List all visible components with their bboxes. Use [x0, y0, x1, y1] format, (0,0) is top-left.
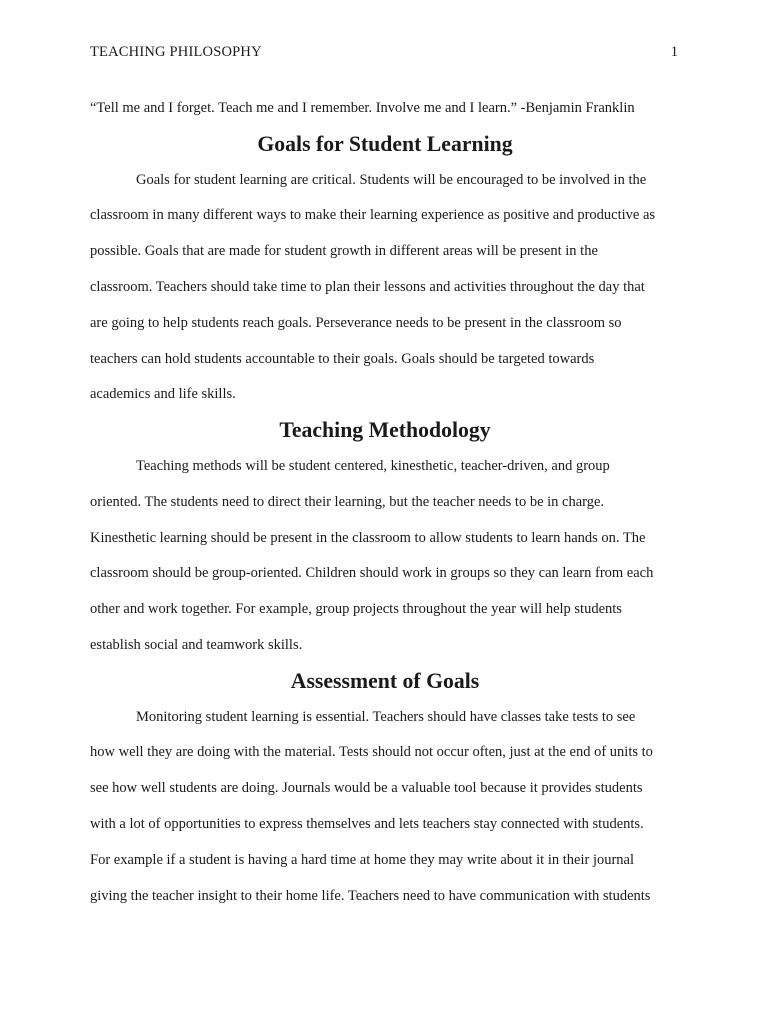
- paragraph-line: with a lot of opportunities to express themselves and lets teachers stay connected with students.: [90, 815, 644, 832]
- section-heading-methodology: Teaching Methodology: [279, 418, 491, 443]
- paragraph-line: oriented. The students need to direct their learning, but the teacher needs to be in charge.: [90, 493, 605, 510]
- page-number: 1: [670, 44, 678, 60]
- paragraph-line: how well they are doing with the material. Tests should not occur often, just at the end of units to: [90, 744, 653, 761]
- paragraph-line: giving the teacher insight to their home life. Teachers need to have communication with students: [90, 887, 651, 904]
- paragraph-line: Goals for student learning are critical. Students will be encouraged to be involved in the: [136, 171, 647, 188]
- paragraph-line: teachers can hold students accountable to their goals. Goals should be targeted towards: [90, 350, 595, 367]
- paragraph-line: are going to help students reach goals. Perseverance needs to be present in the classroom so: [90, 314, 622, 331]
- paragraph-line: Monitoring student learning is essential. Teachers should have classes take tests to see: [136, 708, 636, 725]
- paragraph-line: For example if a student is having a hard time at home they may write about it in their journal: [90, 851, 635, 868]
- paragraph-line: Kinesthetic learning should be present in the classroom to allow students to learn hands on. The: [90, 529, 646, 546]
- paragraph-line: classroom in many different ways to make their learning experience as positive and productive as: [90, 207, 656, 224]
- paragraph-line: Teaching methods will be student centered, kinesthetic, teacher-driven, and group: [136, 457, 610, 474]
- running-head: TEACHING PHILOSOPHY: [90, 44, 262, 60]
- paragraph-methodology: [90, 449, 680, 664]
- document-body: [90, 91, 680, 914]
- section-heading-assessment: Assessment of Goals: [290, 668, 480, 693]
- paragraph-line: see how well students are doing. Journals would be a valuable tool because it provides students: [90, 780, 643, 797]
- paragraph-goals: [90, 163, 680, 414]
- paragraph-line: possible. Goals that are made for student growth in different areas will be present in the: [90, 243, 598, 260]
- paragraph-line: establish social and teamwork skills.: [90, 636, 303, 653]
- paragraph-line: other and work together. For example, group projects throughout the year will help students: [90, 601, 622, 618]
- paragraph-assessment: [90, 700, 680, 915]
- paragraph-line: classroom. Teachers should take time to plan their lessons and activities throughout the day that: [90, 278, 645, 295]
- paragraph-line: classroom should be group-oriented. Children should work in groups so they can learn from each: [90, 565, 654, 582]
- paragraph-line: academics and life skills.: [90, 386, 236, 403]
- section-heading-goals: Goals for Student Learning: [257, 131, 513, 156]
- epigraph-quote: “Tell me and I forget. Teach me and I remember. Involve me and I learn.” -Benjamin Franklin: [90, 100, 635, 116]
